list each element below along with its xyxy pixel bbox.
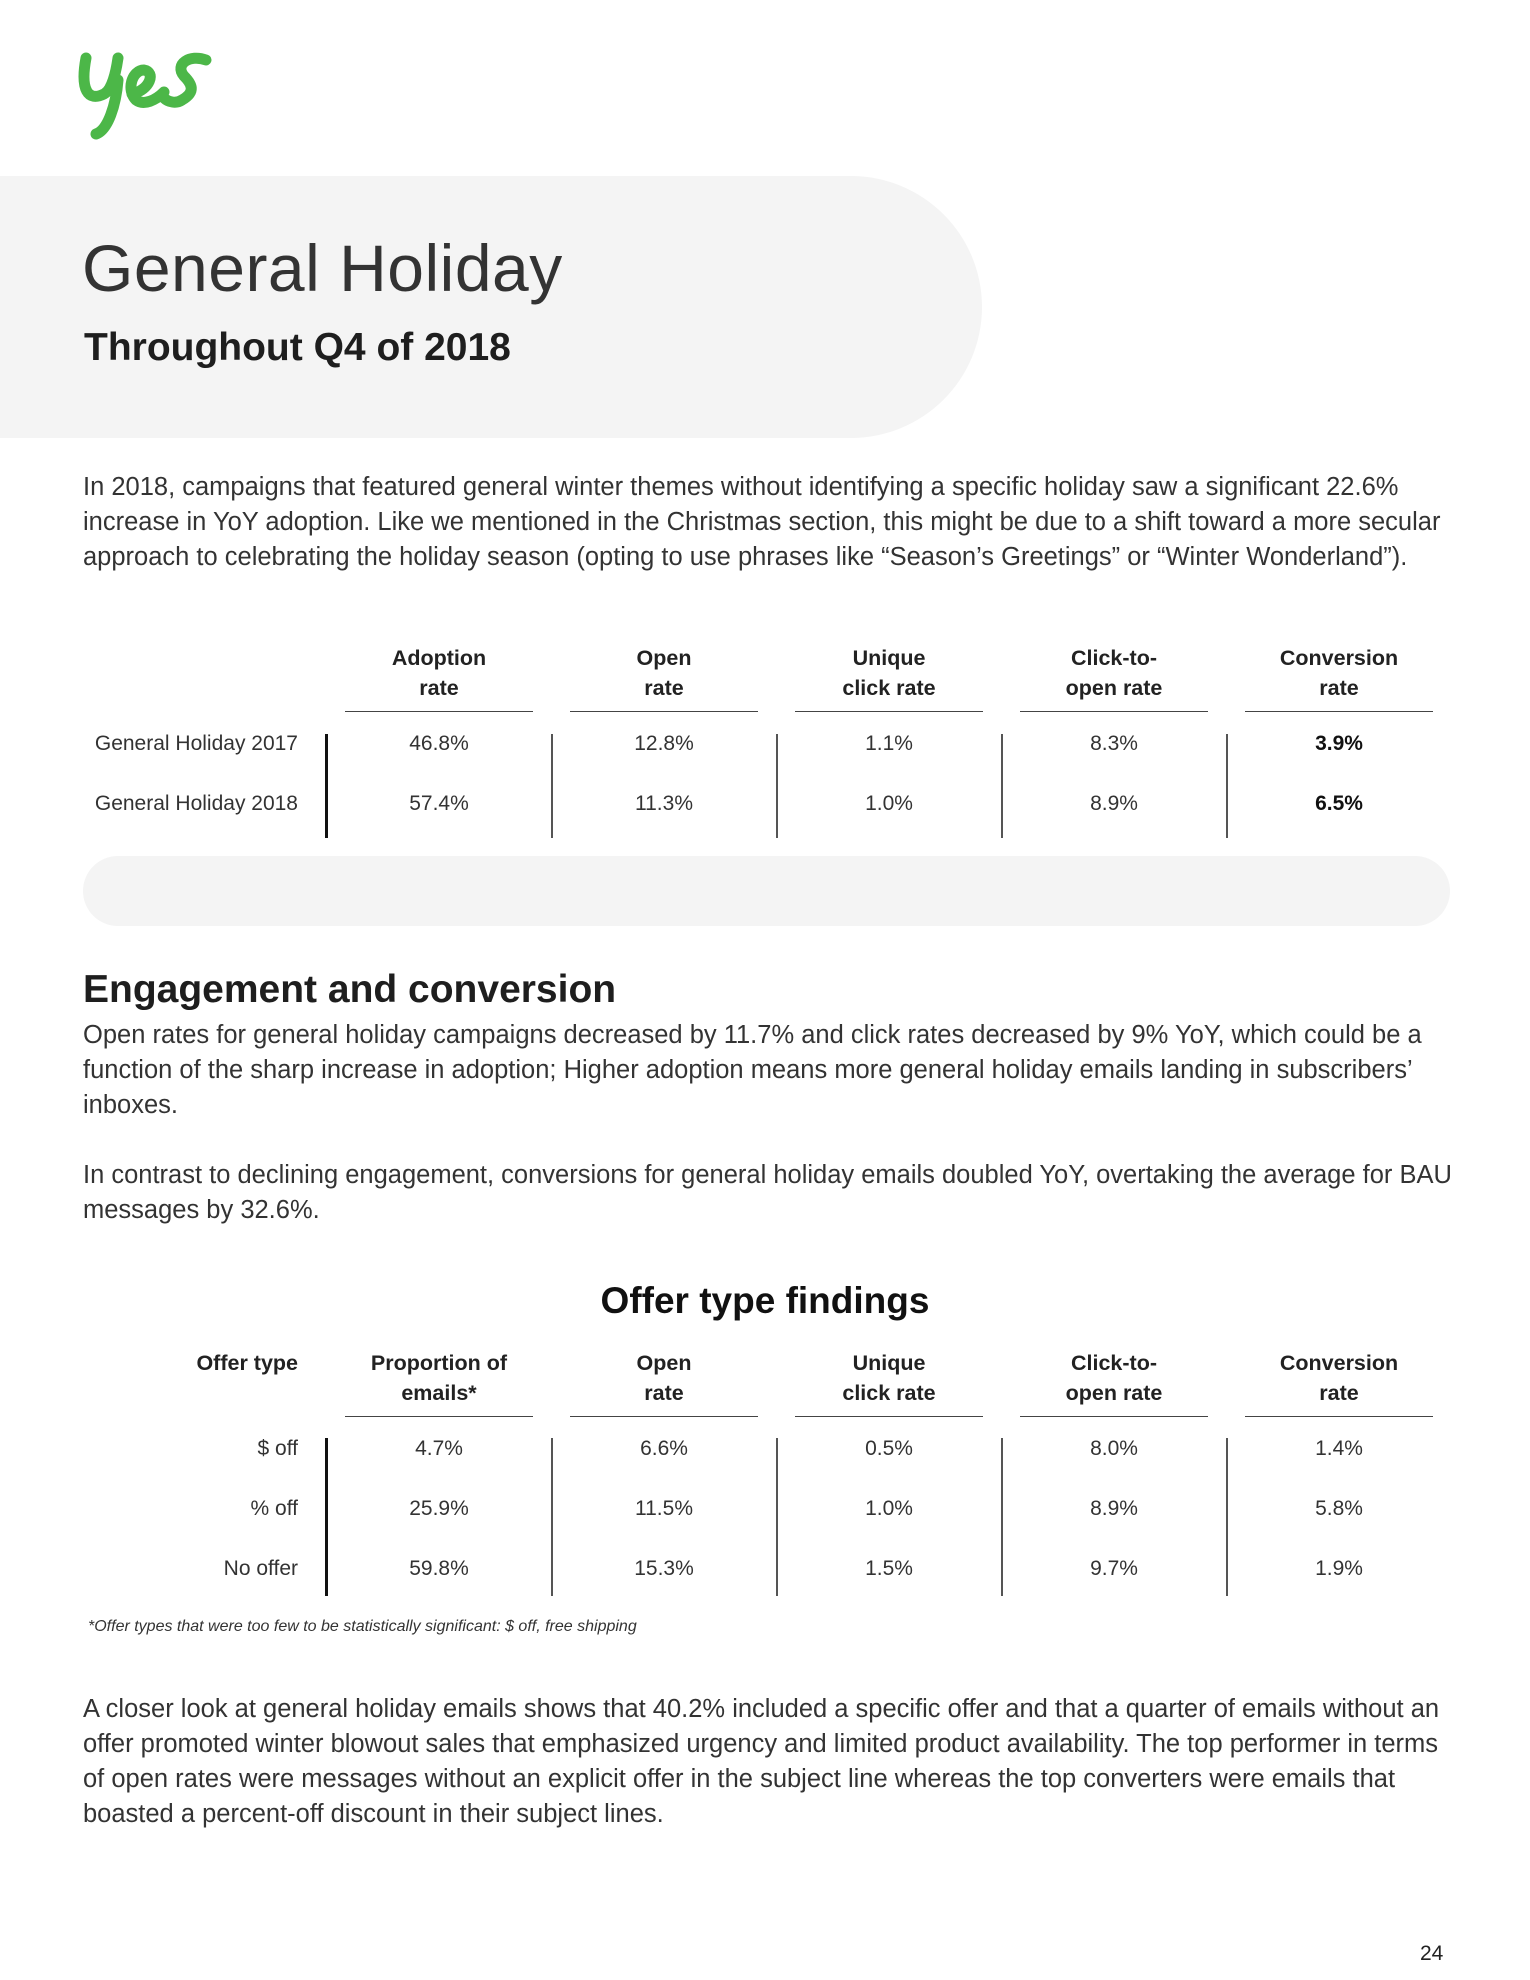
- column-divider: [1001, 734, 1003, 838]
- yes-logo: [78, 50, 214, 144]
- table-cell: 15.3%: [634, 1557, 694, 1580]
- column-header-line: rate: [644, 676, 684, 700]
- table-cell: 1.0%: [865, 1497, 913, 1520]
- table-cell: 1.5%: [865, 1557, 913, 1580]
- column-header-line: Proportion of: [370, 1351, 508, 1375]
- table-cell: 57.4%: [409, 792, 469, 815]
- column-header-unique-click-rate: [795, 1348, 983, 1417]
- table-cell: 8.9%: [1090, 792, 1138, 815]
- column-header-line: rate: [419, 676, 459, 700]
- table-cell: 1.0%: [865, 792, 913, 815]
- row-header: Offer type: [196, 1351, 298, 1375]
- offer-table-title: Offer type findings: [600, 1280, 930, 1321]
- column-header-line: click rate: [842, 1381, 936, 1405]
- column-header-line: Open: [636, 646, 692, 670]
- table-cell: 5.8%: [1315, 1497, 1363, 1520]
- table-cell: 8.0%: [1090, 1437, 1138, 1460]
- column-divider: [776, 1438, 778, 1596]
- column-header-line: click rate: [842, 676, 936, 700]
- column-divider: [1226, 1438, 1228, 1596]
- table-cell: 1.4%: [1315, 1437, 1363, 1460]
- row-divider: [325, 734, 328, 838]
- column-header-line: Conversion: [1279, 646, 1399, 670]
- row-label: No offer: [223, 1557, 298, 1580]
- row-label: General Holiday 2017: [94, 732, 298, 755]
- table-cell: 12.8%: [634, 732, 694, 755]
- page-number: 24: [1420, 1942, 1444, 1965]
- table-footnote: *Offer types that were too few to be statistically significant: $ off, free shipping: [88, 1618, 637, 1635]
- column-header-line: rate: [644, 1381, 684, 1405]
- row-label: % off: [250, 1497, 298, 1520]
- column-header-line: Click-to-: [1071, 1351, 1157, 1375]
- table-cell: 1.1%: [865, 732, 913, 755]
- column-header-click-to-open-rate: [1020, 643, 1208, 712]
- page-title: General Holiday: [82, 231, 563, 305]
- table-cell: 8.9%: [1090, 1497, 1138, 1520]
- table-cell: 6.5%: [1315, 792, 1363, 815]
- column-header-line: open rate: [1065, 676, 1163, 700]
- row-divider: [325, 1438, 328, 1596]
- table-cell: 6.6%: [640, 1437, 688, 1460]
- column-header-unique-click-rate: [795, 643, 983, 712]
- conversion-paragraph: In contrast to declining engagement, conversions for general holiday emails doubled YoY, overtaking the average for BAU messages by 32.6%.: [83, 1161, 1452, 1224]
- table-cell: 59.8%: [409, 1557, 469, 1580]
- table-cell: 1.9%: [1315, 1557, 1363, 1580]
- table-cell: 9.7%: [1090, 1557, 1138, 1580]
- column-header-conversion-rate: [1245, 643, 1433, 712]
- column-header-line: Unique: [852, 646, 926, 670]
- table-cell: 25.9%: [409, 1497, 469, 1520]
- table-cell: 46.8%: [409, 732, 469, 755]
- table-cell: 3.9%: [1315, 732, 1363, 755]
- column-divider: [551, 1438, 553, 1596]
- title-banner: [0, 176, 982, 438]
- column-divider: [551, 734, 553, 838]
- column-header-adoption: [345, 643, 533, 712]
- table-cell: 8.3%: [1090, 732, 1138, 755]
- table-cell: 4.7%: [415, 1437, 463, 1460]
- row-label: $ off: [257, 1437, 298, 1460]
- column-divider: [1226, 734, 1228, 838]
- closing-paragraph: A closer look at general holiday emails shows that 40.2% included a specific offer and that a quarter of emails without an offer promoted winter blowout sales that emphasized urgency and limited product availability. The top performer in terms of open rates were messages without an explicit offer in the subject line whereas the top converters were emails that boasted a percent-off discount in their subject lines.: [83, 1695, 1440, 1828]
- column-header-click-to-open-rate: [1020, 1348, 1208, 1417]
- table-cell: 11.3%: [635, 792, 693, 815]
- column-header-line: Adoption: [391, 646, 487, 670]
- column-header-open-rate: [570, 643, 758, 712]
- column-header-line: Click-to-: [1071, 646, 1157, 670]
- engagement-paragraph: Open rates for general holiday campaigns decreased by 11.7% and click rates decreased by 9% YoY, which could be a function of the sharp increase in adoption; Higher adoption means more general holiday emails landing in subscribers’ inboxes.: [83, 1021, 1422, 1119]
- row-label: General Holiday 2018: [94, 792, 298, 815]
- column-header-line: Open: [636, 1351, 692, 1375]
- column-header-line: emails*: [401, 1381, 477, 1405]
- column-header-proportion: [345, 1348, 533, 1417]
- table-cell: 0.5%: [865, 1437, 913, 1460]
- divider-bar: [83, 856, 1450, 926]
- column-header-conversion-rate: [1245, 1348, 1433, 1417]
- column-header-line: rate: [1319, 1381, 1359, 1405]
- column-header-line: Unique: [852, 1351, 926, 1375]
- column-header-open-rate: [570, 1348, 758, 1417]
- section-heading: Engagement and conversion: [83, 968, 617, 1011]
- column-divider: [776, 734, 778, 838]
- intro-paragraph: In 2018, campaigns that featured general winter themes without identifying a specific holiday saw a significant 22.6% increase in YoY adoption. Like we mentioned in the Christmas section, this might be due to a shift toward a more secular approach to celebrating the holiday season (opting to use phrases like “Season’s Greetings” or “Winter Wonderland”).: [83, 473, 1441, 571]
- table-cell: 11.5%: [635, 1497, 693, 1520]
- page-subtitle: Throughout Q4 of 2018: [84, 326, 511, 369]
- column-divider: [1001, 1438, 1003, 1596]
- column-header-line: Conversion: [1279, 1351, 1399, 1375]
- column-header-line: rate: [1319, 676, 1359, 700]
- column-header-line: open rate: [1065, 1381, 1163, 1405]
